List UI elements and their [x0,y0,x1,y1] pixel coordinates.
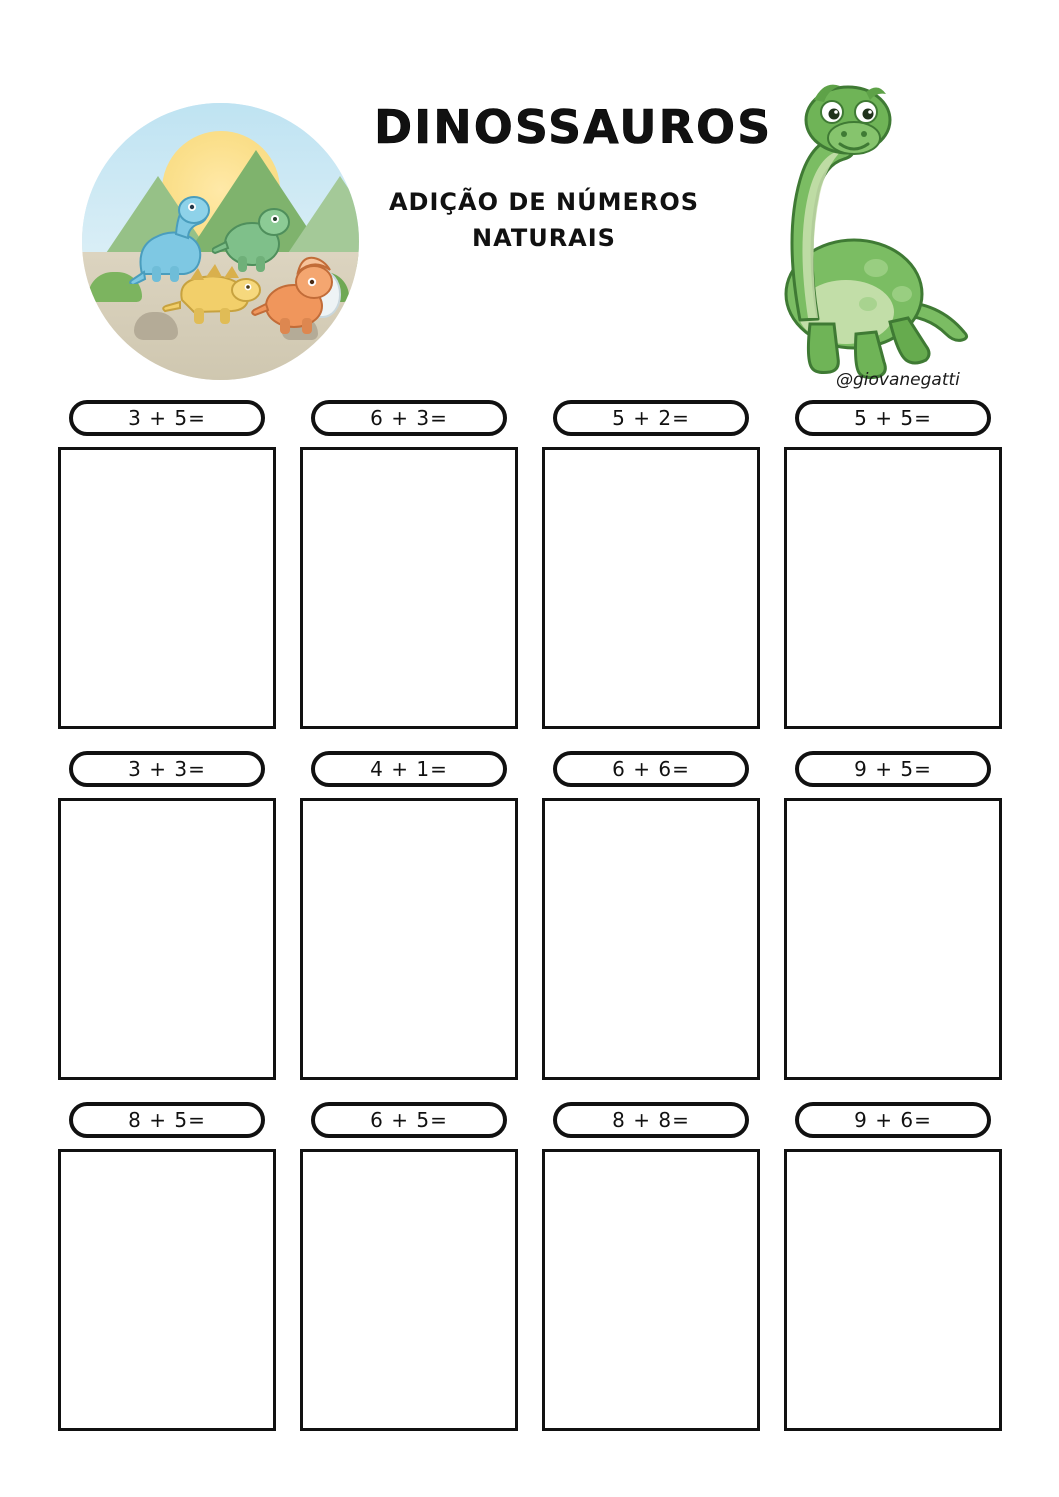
answer-box[interactable] [784,1149,1002,1431]
exercise-cell [56,1102,278,1431]
page-subtitle [374,184,714,256]
exercise-cell [298,400,520,729]
problem-label: 8 + 5= [69,1102,265,1138]
exercise-row [56,751,1004,1080]
exercise-row [56,400,1004,729]
answer-box[interactable] [58,447,276,729]
problem-label: 4 + 1= [311,751,507,787]
problem-label: 6 + 3= [311,400,507,436]
exercise-cell [782,751,1004,1080]
answer-box[interactable] [300,798,518,1080]
problem-label: 8 + 8= [553,1102,749,1138]
worksheet-header [0,0,1059,395]
exercise-cell [298,751,520,1080]
problem-label: 5 + 2= [553,400,749,436]
problem-label: 9 + 6= [795,1102,991,1138]
answer-box[interactable] [542,798,760,1080]
answer-box[interactable] [784,798,1002,1080]
problem-label: 9 + 5= [795,751,991,787]
answer-box[interactable] [784,447,1002,729]
dinosaur-scene-circle-image [82,103,359,380]
answer-box[interactable] [542,1149,760,1431]
exercise-cell [56,400,278,729]
exercise-cell [56,751,278,1080]
problem-label: 5 + 5= [795,400,991,436]
exercise-cell [540,400,762,729]
page-subtitle-line2: NATURAIS [472,224,616,252]
green-brontosaurus-icon [726,72,976,382]
author-handle: @giovanegatti [836,370,960,390]
orange-dinosaur-icon [250,254,342,338]
problem-label: 6 + 6= [553,751,749,787]
answer-box[interactable] [542,447,760,729]
exercise-cell [540,1102,762,1431]
problem-label: 3 + 3= [69,751,265,787]
page-title: DINOSSAUROS [374,100,773,154]
exercise-grid [56,400,1004,1453]
answer-box[interactable] [58,798,276,1080]
page-subtitle-line1: ADIÇÃO DE NÚMEROS [388,188,700,216]
problem-label: 6 + 5= [311,1102,507,1138]
answer-box[interactable] [58,1149,276,1431]
exercise-cell [540,751,762,1080]
title-block [374,100,773,256]
exercise-row [56,1102,1004,1431]
exercise-cell [298,1102,520,1431]
exercise-cell [782,400,1004,729]
answer-box[interactable] [300,1149,518,1431]
answer-box[interactable] [300,447,518,729]
exercise-cell [782,1102,1004,1431]
problem-label: 3 + 5= [69,400,265,436]
